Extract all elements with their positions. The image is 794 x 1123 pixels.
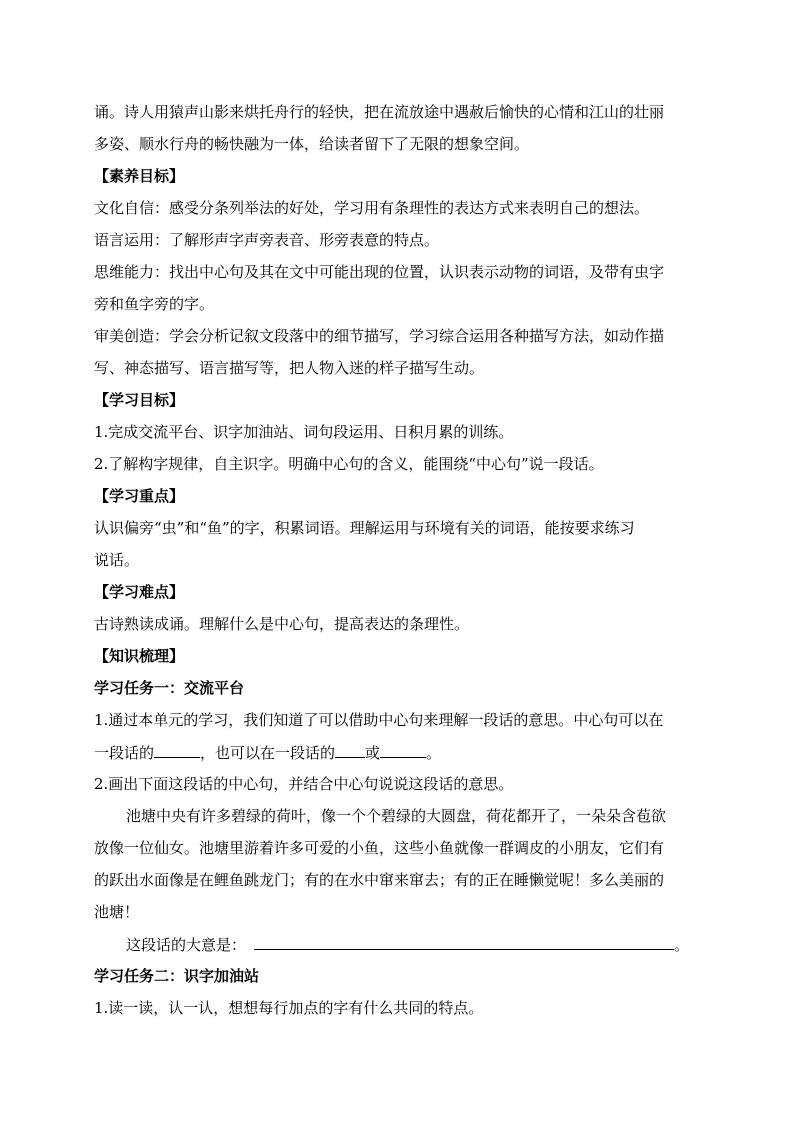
task-1-title: 学习任务一：交流平台 [94,679,245,697]
learning-goal-1: 1.完成交流平台、识字加油站、词句段运用、日积月累的训练。 [94,423,514,441]
task-2-question-1: 1.读一读，认一认，想想每行加点的字有什么共同的特点。 [94,999,484,1017]
learning-goals-heading: 【学习目标】 [94,391,185,409]
q1-text-b: ，也可以在一段话的 [200,744,336,762]
aesthetic-goal-line-1: 审美创造：学会分析记叙文段落中的细节描写，学习综合运用各种描写方法，如动作描 [94,327,665,345]
summary-label: 这段话的大意是： [126,936,247,954]
literacy-goals-heading: 【素养目标】 [94,167,185,185]
summary-line [126,934,689,955]
answer-blank-1[interactable] [154,742,200,758]
q1-text-d: 。 [426,744,442,762]
question-2: 2.画出下面这段话的中心句，并结合中心句说说这段话的意思。 [94,775,514,793]
question-1-line-1: 1.通过本单元的学习，我们知道了可以借助中心句来理解一段话的意思。中心句可以在 [94,711,664,729]
passage-line-4: 池塘！ [94,903,140,921]
language-goal: 语言运用：了解形声字声旁表音、形旁表意的特点。 [94,231,440,249]
difficulties-heading: 【学习难点】 [94,583,185,601]
answer-blank-2[interactable] [335,742,365,758]
task-2-title: 学习任务二：识字加油站 [94,967,260,985]
key-points-line-2: 说话。 [94,551,140,569]
knowledge-heading: 【知识梳理】 [94,647,185,665]
passage-line-2: 放像一位仙女。池塘里游着许多可爱的小鱼，这些小鱼就像一群调皮的小朋友，它们有 [94,839,665,857]
passage-line-3: 的跃出水面像是在鲤鱼跳龙门；有的在水中窜来窜去；有的正在睡懒觉呢！多么美丽的 [94,871,665,889]
culture-goal: 文化自信：感受分条列举法的好处，学习用有条理性的表达方式来表明自己的想法。 [94,199,650,217]
answer-blank-3[interactable] [380,742,426,758]
q1-text-c: 或 [365,744,381,762]
q1-text-a: 一段话的 [94,744,155,762]
thinking-goal-line-1: 思维能力：找出中心句及其在文中可能出现的位置，认识表示动物的词语，及带有虫字 [94,263,665,281]
thinking-goal-line-2: 旁和鱼字旁的字。 [94,295,215,313]
intro-line-1: 诵。诗人用猿声山影来烘托舟行的轻快，把在流放途中遇赦后愉快的心情和江山的壮丽 [94,103,665,121]
key-points-line-1: 认识偏旁“虫”和“鱼”的字，积累词语。理解运用与环境有关的词语，能按要求练习 [94,519,635,537]
passage-line-1: 池塘中央有许多碧绿的荷叶，像一个个碧绿的大圆盘，荷花都开了，一朵朵含苞欲 [126,807,667,825]
question-1-line-2 [94,742,441,763]
key-points-heading: 【学习重点】 [94,487,185,505]
summary-answer-blank[interactable] [254,934,674,950]
difficulties-line-1: 古诗熟读成诵。理解什么是中心句，提高表达的条理性。 [94,615,470,633]
aesthetic-goal-line-2: 写、神态描写、语言描写等，把人物入迷的样子描写生动。 [94,359,485,377]
intro-line-2: 多姿、顺水行舟的畅快融为一体，给读者留下了无限的想象空间。 [94,135,530,153]
learning-goal-2: 2.了解构字规律，自主识字。明确中心句的含义，能围绕“中心句”说一段话。 [94,455,604,473]
summary-end: 。 [674,936,690,954]
